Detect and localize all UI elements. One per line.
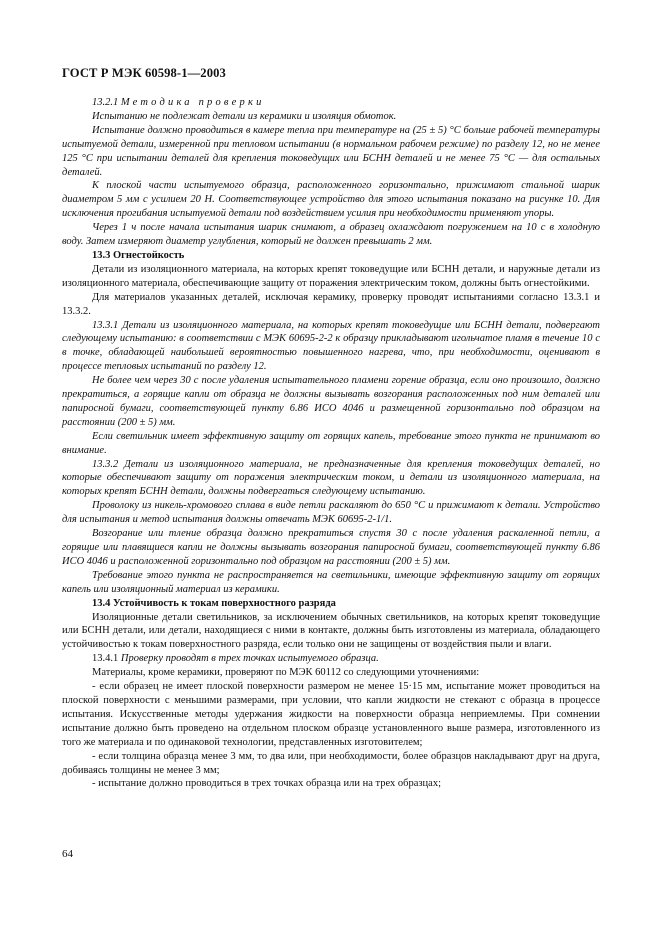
paragraph: 13.3.1 Детали из изоляционного материала, на которых крепят токоведущие или БСНН детали, подвергают следующему испытанию: в соответствии с МЭК 60695-2-2 к образцу прикладывают игольчатое пламя в течение 10 с в точке, обладающей наибольшей вероятностью повышенного нагрева, что, при необходимости, оценивают в процессе тепловых испытаний по разделу 12. (62, 319, 600, 373)
paragraph: К плоской части испытуемого образца, расположенного горизонтально, прижимают стальной шарик диаметром 5 мм с усилием 20 Н. Соответствующее устройство для этого испытания показано на рисунке 10. Для исключения прогибания испытуемой детали под воздействием усилия при необходимости применяют упоры. (62, 180, 600, 220)
paragraph: Испытание должно проводиться в камере тепла при температуре на (25 ± 5) °С больше рабочей температуры испытуемой детали, измеренной при тепловом испытании (в нормальном рабочем режиме) по разделу 12, но не менее 125 °С при испытании деталей для крепления токоведущих или БСНН деталей и не менее 75 °С — для остальных деталей. (62, 124, 600, 178)
paragraph: Не более чем через 30 с после удаления испытательного пламени горение образца, если оно произошло, должно прекратиться, а горящие капли от образца не должны вызывать возгорания расположенных под ним деталей или папиросной бумаги, соответствующей пункту 6.86 ИСО 4046 и размещенной горизонтально под образцом на расстоянии (200 ± 5) мм. (62, 375, 600, 428)
paragraph: Возгорание или тление образца должно прекратиться спустя 30 с после удаления раскаленной петли, а горящие или плавящиеся капли не должны вызывать возгорания папиросной бумаги, соответствующей пункту 6.86 ИСО 4046 и расположенной горизонтально под образцом на расстоянии (200 ± 5) мм. (62, 528, 600, 567)
paragraph: Если светильник имеет эффективную защиту от горящих капель, требование этого пункта не принимают во внимание. (62, 430, 600, 456)
clause-text: Проверку проводят в трех точках испытуемого образца. (120, 653, 379, 665)
list-item: - если образец не имеет плоской поверхности размером не менее 15·15 мм, испытание может проводиться на плоской поверхности с меньшими размерами, при условии, что капли жидкости не стекают с образца в процессе испытания. Искусственные методы удержания жидкости на поверхности образца неприемлемы. При сомнении испытание должно быть проведено на отдельном плоском образце установленного выше размера, изготовленного из того же материала и по одинаковой технологии, представленных изготовителем; (62, 681, 600, 748)
paragraph: Детали из изоляционного материала, на которых крепят токоведущие или БСНН детали, и наружные детали из изоляционного материала, обеспечивающие защиту от поражения электрическим током, должны быть огнестойкими. (62, 263, 600, 289)
paragraph: Испытанию не подлежат детали из керамики и изоляция обмоток. (92, 110, 397, 122)
section-13-4-heading: 13.4 Устойчивость к токам поверхностного разряда (92, 597, 336, 609)
standard-header: ГОСТ Р МЭК 60598-1—2003 (62, 66, 226, 80)
page-number: 64 (62, 848, 73, 860)
clause-13-2-1-heading (62, 96, 600, 110)
paragraph: Изоляционные детали светильников, за исключением обычных светильников, на которых крепят токоведущие или БСНН детали, или детали, находящиеся с ними в контакте, должны быть изготовлены из материала, обладающего устойчивостью к токам поверхностного разряда, если только они не защищены от воздействия пыли и влаги. (62, 611, 600, 651)
list-item: - испытание должно проводиться в трех точках образца или на трех образцах; (92, 778, 441, 790)
clause-title: Методика проверки (120, 97, 265, 108)
paragraph: Проволоку из никель-хромового сплава в виде петли раскаляют до 650 °С и прижимают к детали. Устройство для испытания и метод испытания должны отвечать МЭК 60695-2-1/1. (62, 500, 600, 526)
clause-13-4-1 (62, 652, 600, 666)
clause-number: 13.2.1 (92, 97, 121, 108)
document-body (62, 96, 600, 791)
paragraph: Для материалов указанных деталей, исключая керамику, проверку проводят испытаниями согласно 13.3.1 и 13.3.2. (62, 291, 600, 317)
section-13-3-heading: 13.3 Огнестойкость (92, 249, 185, 261)
paragraph: Требование этого пункта не распространяется на светильники, имеющие эффективную защиту от горящих капель или изоляционный материал из керамики. (62, 569, 600, 595)
paragraph: 13.3.2 Детали из изоляционного материала, не предназначенные для крепления токоведущих деталей, но которые обеспечивают защиту от поражения электрическим током, и детали из изоляционного материала, на которых крепят БСНН детали, должны подвергаться следующему испытанию. (62, 458, 600, 498)
paragraph: Через 1 ч после начала испытания шарик снимают, а образец охлаждают погружением на 10 с в холодную воду. Затем измеряют диаметр углубления, который не должен превышать 2 мм. (62, 222, 600, 248)
clause-number: 13.4.1 (92, 653, 121, 665)
list-item: - если толщина образца менее 3 мм, то два или, при необходимости, более образцов накладывают друг на друга, добиваясь толщины не менее 3 мм; (62, 750, 600, 776)
paragraph: Материалы, кроме керамики, проверяют по МЭК 60112 со следующими уточнениями: (92, 667, 480, 679)
